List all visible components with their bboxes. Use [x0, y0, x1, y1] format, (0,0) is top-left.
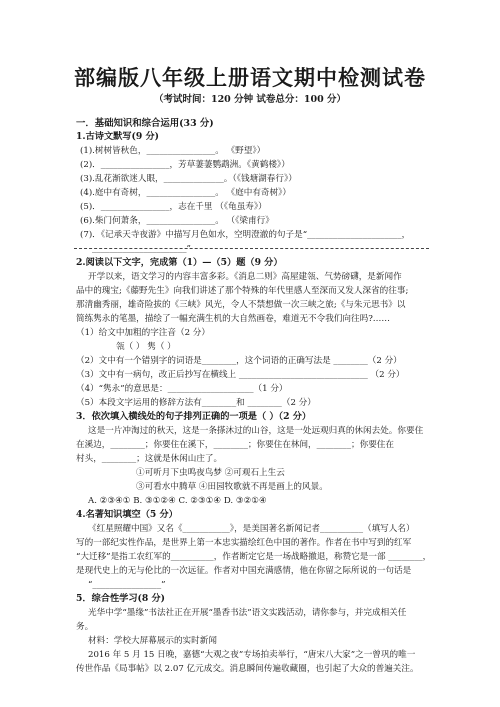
text-line: (1).树树皆秋色，________________。 《野望》） [80, 146, 266, 156]
text-line: 开学以来，语文学习的内容丰富多彩。《消息二则》高屋建瓴、气势磅礴，是新闻作 [88, 272, 402, 282]
text-line: （5）本段文字运用的修辞方法有________和 ________（2 分） [76, 398, 316, 408]
text-line: 传世作品《局事帖》以 2.07 亿元成交。消息瞬间传遍收藏圈，也引起了大众的普遍关注。 [76, 664, 419, 674]
text-line: （4）“隽永”的意思是：____________________（1 分） [76, 384, 288, 394]
text-line: 材料：学校大屏幕展示的实时新闻 [88, 636, 217, 646]
section-heading: 5．综合性学习(8 分) [76, 593, 165, 604]
text-line: 光华中学“墨缘”书法社正在开展“墨香书法”语文实践活动，请你参与，并完成相关任 [88, 608, 407, 618]
text-line: （1）给文中加粗的字注音（2 分） [76, 328, 210, 338]
text-line: 在溪边，________；你要住在溪下，________；你要住在林间，________；你要住在 [76, 440, 394, 450]
text-line: 写的一部纪实性作品，是世界上第一本忠实描绘红色中国的著作。作者在书中写到的红军 [76, 538, 412, 548]
text-line: 务。 [76, 622, 94, 632]
text-line: (7)．《记承天寺夜游》中描写月色如水，空明澄澈的句子是“______________________， [80, 230, 411, 240]
text-line: 瓴（ ） 隽（ ） [116, 342, 176, 352]
text-line: (3).乱花渐欲迷人眼，______________。（《钱塘湖春行》） [80, 174, 297, 184]
text-line: “________________” [88, 580, 166, 590]
text-line: （2）文中有一个错别字的词语是________，这个词语的正确写法是 ________（2 分） [76, 356, 402, 366]
section-heading: 3．依次填入横线处的句子排列正确的一项是（ ）（2 分） [76, 411, 312, 422]
text-line: ______________________” [92, 244, 191, 254]
text-line: 2016 年 5 月 15 日晚，嘉德“大观之夜”专场拍卖举行，“唐宋八大家”之一曾巩的唯一 [88, 650, 416, 660]
text-line: （3）文中有一病句，改正后抄写在横线上 ______________________________ （2 分） [76, 370, 405, 380]
text-line: 那清幽秀丽，雄奇险拔的《三峡》风光，令人不禁想做一次三峡之旅;《与朱元思书》以 [76, 300, 406, 310]
text-line: 品中的瑰宝;《藤野先生》向我们讲述了那个特殊的年代里感人至深而又发人深省的往事; [76, 286, 409, 296]
text-line: (4).庭中有奇树，________________。 《庭中有奇树》） [80, 188, 291, 198]
text-line: 是现代史上的无与伦比的一次远征。作者对中国充满感情，他在你留之际所说的一句话是 [76, 566, 412, 576]
exam-title: 部编版八年级上册语文期中检测试卷 [74, 66, 426, 90]
text-line: A. ②③④① B. ③①②④ C. ②③①④ D. ③②①④ [88, 496, 267, 506]
section-heading: 1.古诗文默写(9 分) [76, 131, 160, 142]
text-line: (6).柴门何萧条，________________。 （《梁甫行》 [80, 216, 274, 226]
text-line: (5)．________________，志在千里 （《龟虽寿》） [80, 202, 267, 212]
text-line: 这是一片冲淘过的秋天，这是一条搽沐过的山谷，这是一处远观归真的休闲去处。你要住 [88, 426, 424, 436]
text-line: ①可听月下虫鸣夜鸟梦 ②可观石上生云 [136, 468, 285, 478]
text-line: 《红星照耀中国》又名《___________》，是美国著名新闻记者__________（填写人名） [88, 524, 415, 534]
text-line: 村头，________；这就是休闲山庄了。 [76, 454, 223, 464]
section-heading: 4.名著知识填空（5 分） [76, 509, 178, 520]
text-line: 简练隽永的笔墨，描绘了一幅充满生机的大自然画卷，难道无不令我们向往吗?…… [76, 314, 390, 324]
section-heading: 2.阅读以下文字，完成第（1）—（5）题（9 分） [76, 257, 283, 268]
text-line: “大迁移”是指工农红军的__________，作者断定它是一场战略撤退，称赞它是一部 ________， [76, 552, 432, 562]
text-line: (2)．________________，芳草萋萋鹦鹉洲。《黄鹤楼》） [80, 160, 290, 170]
text-line: ③可看水中腾草 ④田园牧歌就不再是画上的风景。 [136, 482, 328, 492]
exam-subtitle: （考试时间：120 分钟 试卷总分：100 分） [153, 94, 347, 105]
section-heading: 一．基础知识和综合运用(33 分) [76, 118, 214, 129]
